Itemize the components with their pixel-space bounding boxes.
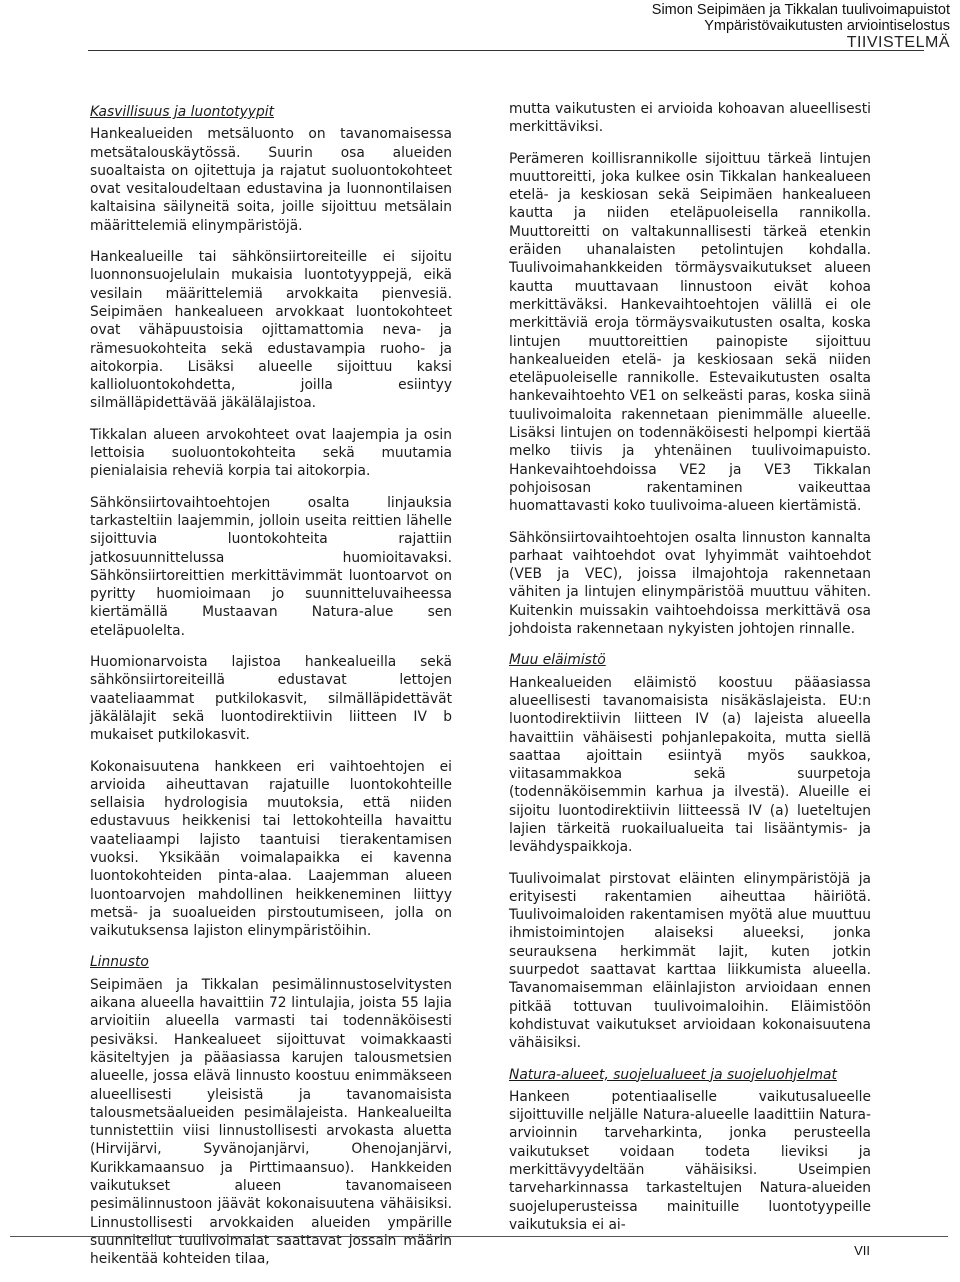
- paragraph: Sähkönsiirtovaihtoehtojen osalta linnuston kannalta parhaat vaihtoehdot ovat lyhyimmät vaihtoehdot (VEB ja VEC), joissa ilmajohtoja rakennetaan vähiten ja lintujen elinympäristöä muuttuu vähiten. Kuitenkin muissakin vaihtoehdoissa merkittävä osa johdoista rakennetaan nykyisten johtojen rinnalle.: [509, 529, 871, 638]
- heading-linnusto: Linnusto: [90, 954, 149, 971]
- left-column: [90, 100, 452, 1282]
- paragraph: Kokonaisuutena hankkeen eri vaihtoehtojen ei arvioida aiheuttavan rajatuille luontokohteille sellaisia hydrologisia muutoksia, että niiden edustavuus heikkenisi tai lettokohteilla havaittu vaateliaampi lajisto taantuisi tierakentamisen vuoksi. Yksikään voimalapaikka ei kavenna luontokohteiden pinta-alaa. Laajemman alueen luontoarvojen mahdollinen heikkeneminen liittyy metsä- ja suoalueiden pirstoutumiseen, jolla on vaikutuksensa lajiston elinympäristöihin.: [90, 758, 452, 940]
- paragraph: Hankeen potentiaaliselle vaikutusalueelle sijoittuville neljälle Natura-alueelle laadittiin Natura-arvioinnin tarveharkinta, jonka perusteella vaikutukset voidaan todeta lieviksi ja merkittävyydeltään vähäisiksi. Useimpien tarveharkinnassa tarkasteltujen Natura-alueiden suojeluperusteissa mainituille luontotyypeille vaikutuksia ei ai-: [509, 1088, 871, 1233]
- paragraph: Hankealueiden metsäluonto on tavanomaisessa metsätalouskäytössä. Suurin osa alueiden suoaltaista on ojitettuja ja rajatut suoluontokohteet ovat vesitaloudeltaan edustavina ja luonnontilaisen kaltaisina säilyneitä soita, joille sijoittuu metsälain määrittelemiä elinympäristöjä.: [90, 126, 452, 234]
- heading-kasvillisuus: Kasvillisuus ja luontotyypit: [90, 104, 274, 120]
- paragraph: Tikkalan alueen arvokohteet ovat laajempia ja osin lettoisia suoluontokohteita sekä muutamia pienialaisia reheviä korpia tai aitokorpia.: [90, 426, 452, 480]
- paragraph: Huomionarvoista lajistoa hankealueilla sekä sähkönsiirtoreiteillä edustavat lettojen vaateliaammat putkilokasvit, silmälläpidettävät jäkälälajit sekä luontodirektiivin liitteen IV b mukaiset putkilokasvit.: [90, 654, 452, 744]
- header-project-title: Simon Seipimäen ja Tikkalan tuulivoimapuistot: [651, 2, 950, 18]
- paragraph: Tuulivoimalat pirstovat eläinten elinympäristöjä ja erityisesti rakentamien aiheuttaa häiriötä. Tuulivoimaloiden rakentamisen myötä alue muuttuu ihmistoimintojen alaiseksi alueeksi, jonka seurauksena herkimmät lajit, kuten jotkin suurpedot saattavat karttaa liikkumista alueella. Tavanomaisemman eläinlajiston arvioidaan ennen pitkää tottuvan tuulivoimaloihin. Eläimistöön kohdistuvat vaikutukset arvioidaan kokonaisuutena vähäisiksi.: [509, 870, 871, 1052]
- page-header: [652, 2, 950, 52]
- paragraph: Sähkönsiirtovaihtoehtojen osalta linjauksia tarkasteltiin laajemmin, jolloin useita reittien lähelle sijoittuvia luontokohteita rajattiin jatkosuunnittelussa huomioitavaksi. Sähkönsiirtoreittien merkittävimmät luontoarvot on pyritty huomioimaan jo suunnitteluvaiheessa kiertämällä Mustaavan Natura-alue sen eteläpuolelta.: [90, 494, 452, 639]
- footer-rule: [10, 1236, 948, 1237]
- right-column: [509, 100, 871, 1247]
- page-number: VII: [854, 1243, 870, 1258]
- paragraph: mutta vaikutusten ei arvioida kohoavan alueellisesti merkittäviksi.: [509, 101, 871, 136]
- paragraph: Perämeren koillisrannikolle sijoittuu tärkeä lintujen muuttoreitti, joka kulkee osin Tikkalan hankealueen etelä- ja keskiosan sekä Seipimäen hankealueen kautta ja niiden eteläpuoleisella rannikolla. Muuttoreitti on valtakunnallisesti tärkeä etenkin eräiden uhanalaisten petolintujen kohdalla. Tuulivoimahankkeiden törmäysvaikutukset alueen kautta muuttavaan linnustoon eivät kohoa merkittäväksi. Hankevaihtoehtojen välillä ei ole merkittäviä eroja törmäysvaikutusten osalta, koska lintujen muuttoreittien painopiste sijoittuu hankealueiden etelä- ja keskiosaan sekä niiden eteläpuoleiselle rannikolle. Estevaikutusten osalta hankevaihtoehto VE1 on selkeästi paras, koska siinä tuulivoimaloita rakennetaan pienimmälle alueelle. Lisäksi lintujen on todennäköisesti helpompi kiertää melko tiivis ja yhtenäinen tuulivoimapuisto. Hankevaihtoehdoissa VE2 ja VE3 Tikkalan pohjoisosan rakentaminen vaikeuttaa huomattavasti koko tuulivoima-alueen kiertämistä.: [509, 150, 871, 515]
- heading-muu-elaimisto: Muu eläimistö: [509, 652, 606, 669]
- header-rule: [88, 50, 924, 51]
- paragraph: Seipimäen ja Tikkalan pesimälinnustoselvitysten aikana alueella havaittiin 72 lintulajia, joista 55 lajia arvioitiin alueella varmasti tai todennäköisesti pesiväksi. Hankealueet sijoittuvat voimakkaasti käsiteltyjen ja pääasiassa karujen talousmetsien alueelle, jossa elävä linnusto koostuu enimmäkseen alueellisesti yleisistä ja tavanomaisista talousmetsäalueiden pesimälajeista. Hankealueilta tunnistettiin viisi linnustollisesti arvokasta aluetta (Hirvijärvi, Syvänojanjärvi, Ohenojanjärvi, Kurikkamaansuo ja Pirttimaansuo). Hankkeiden vaikutukset alueen tavanomaiseen pesimälinnustoon jäävät kokonaisuutena vähäisiksi. Linnustollisesti arvokkaiden alueiden ympärille suunnitellut tuulivoimalat saattavat jossain määrin heikentää kohteiden tilaa,: [90, 976, 452, 1268]
- paragraph: Hankealueiden eläimistö koostuu pääasiassa alueellisesti tavanomaisista nisäkäslajeista. EU:n luontodirektiivin liitteen IV (a) lajeista alueella havaittiin vähäisesti pohjanlepakoita, mutta siellä saattaa ajoittain esiintyä myös saukkoa, viitasammakkoa sekä suurpetoja (todennäköisemmin karhua ja ilvestä). Alueille ei sijoitu luontodirektiivin liitteessä IV (a) lueteltujen lajien tärkeitä ruokailualueita tai lisääntymis- ja levähdyspaikkoja.: [509, 674, 871, 856]
- header-document-type: TIIVISTELMÄ: [846, 34, 950, 51]
- paragraph: Hankealueille tai sähkönsiirtoreiteille ei sijoitu luonnonsuojelulain mukaisia luontotyyppejä, eikä vesilain määrittelemiä arvokkaita pienvesiä. Seipimäen hankealueen arvokkaat luontokohteet ovat vähäpuustoisia ojittamattomia neva- ja rämesuokohteita sekä edustavampia ruoho- ja aitokorpia. Lisäksi alueelle sijoittuu kaksi kallioluontokohdetta, joilla esiintyy silmälläpidettävää jäkälälajistoa.: [90, 249, 452, 412]
- header-report-title: Ympäristövaikutusten arviointiselostus: [704, 18, 950, 34]
- heading-natura-alueet: Natura-alueet, suojelualueet ja suojeluohjelmat: [509, 1066, 837, 1083]
